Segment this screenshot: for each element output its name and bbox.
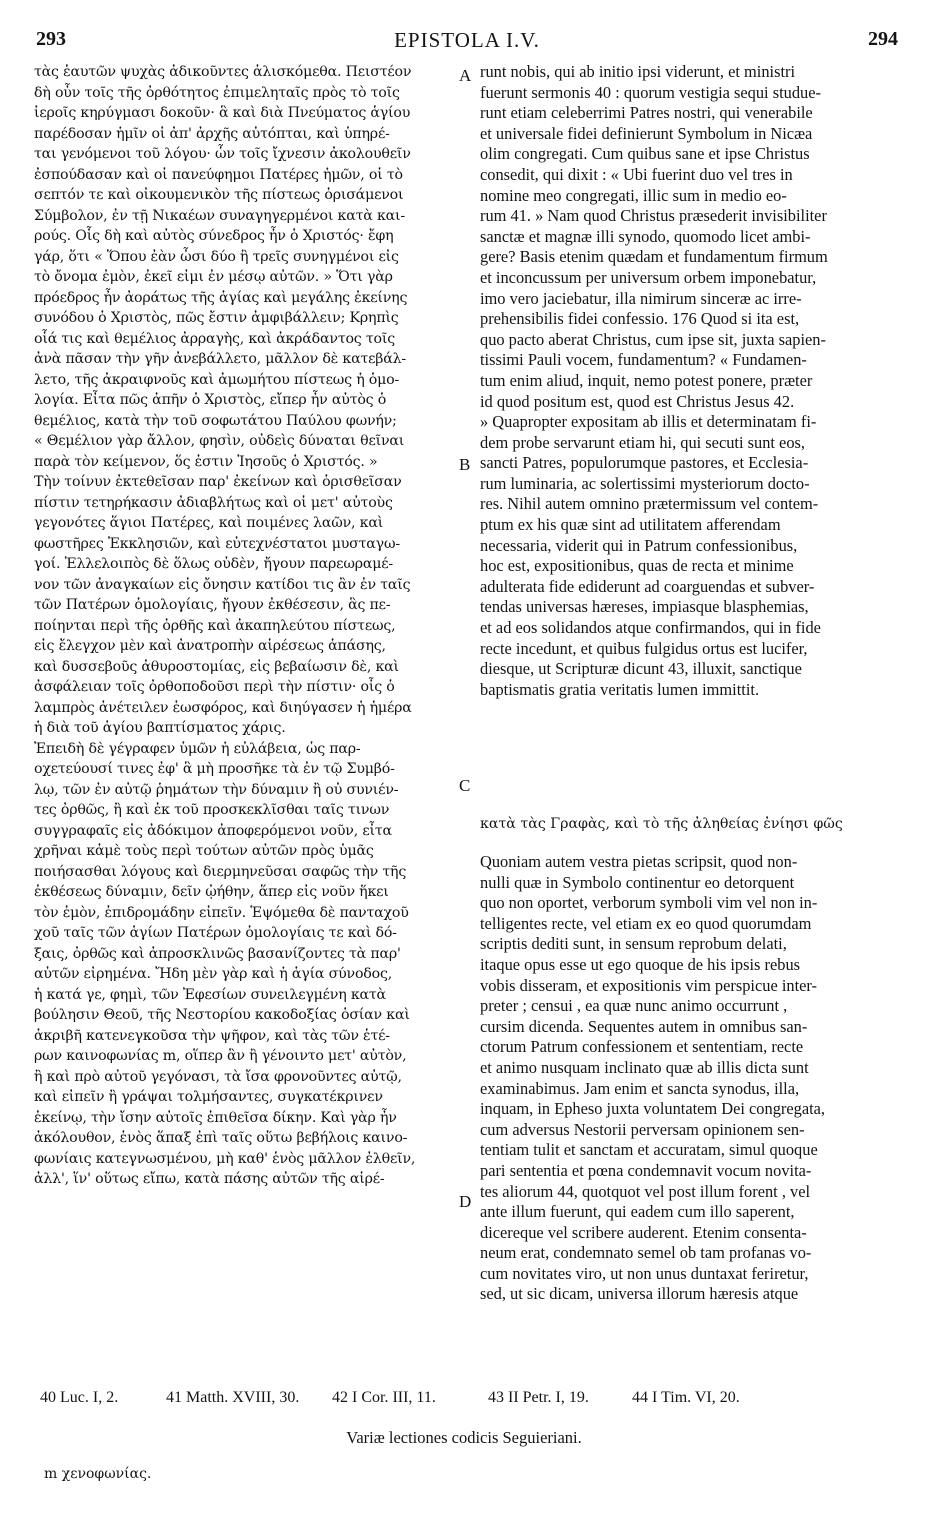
margin-mark-d: D <box>459 1192 472 1211</box>
variant-note: m χενοφωνίας. <box>44 1466 152 1482</box>
greek-text-line: γεγονότες ἅγιοι Πατέρες, καὶ ποιμένες λαῶν, καὶ <box>34 515 384 531</box>
latin-text-line: baptismatis gratia veritatis lumen immittit. <box>480 679 760 699</box>
greek-text-line: οἷά τις καὶ θεμέλιος ἀρραγὴς, καὶ ἀκράδαντος τοῖς <box>34 330 395 347</box>
latin-text-line: et inconcussum per universum orbem imponebatur, <box>480 267 817 287</box>
latin-text-line: quo pacto aberat Christus, cum ipse sit, juxta sapien- <box>480 329 826 349</box>
greek-text-line: τῶν Πατέρων ὁμολογίαις, ἤγουν ἐκθέσεσιν, ἃς πε- <box>34 597 391 613</box>
variants-heading: Variæ lectiones codicis Seguieriani. <box>346 1428 582 1447</box>
greek-text-line: ἀκόλουθον, ἑνὸς ἅπαξ ἐπὶ ταῖς οὕτω βεβήλοις καινο- <box>34 1130 408 1146</box>
footnote-43: 43 II Petr. I, 19. <box>488 1389 589 1406</box>
latin-text-line: ctorum Patrum confessionem et sententiam, recte <box>480 1037 804 1057</box>
greek-text-line: λαμπρὸς ἀνέτειλεν ἑωσφόρος, καὶ διηύγασεν ἡ ἡμέρα <box>34 699 412 716</box>
margin-mark-b: B <box>459 455 471 474</box>
greek-text-line: παρέδοσαν ἡμῖν οἱ ἀπ' ἀρχῆς αὐτόπται, καὶ ὑπηρέ- <box>34 125 390 142</box>
latin-text-line: diesque, ut Scripturæ dicunt 43, illuxit, sanctique <box>480 659 802 679</box>
latin-text-line: sanctæ et magnæ illi synodo, quomodo licet ambi- <box>480 226 811 246</box>
footnote-40: 40 Luc. I, 2. <box>40 1389 119 1406</box>
latin-text-line: inquam, in Epheso juxta voluntatem Dei congregata, <box>480 1099 826 1119</box>
greek-text-line: πρόεδρος ἦν ἀοράτως τῆς ἁγίας καὶ μεγάλης ἐκείνης <box>34 289 408 306</box>
latin-text-line: tissimi Pauli vocem, fundamentum? « Fundamen- <box>480 350 807 370</box>
greek-text-line: ποίηνται περὶ τῆς ὀρθῆς καὶ ἀκαπηλεύτου πίστεως, <box>34 617 396 634</box>
greek-text-line: ποιήσασθαι λόγους καὶ διερμηνεῦσαι σαφῶς τὴν τῆς <box>34 863 407 880</box>
greek-text-line: γάρ, ὅτι « Ὅπου ἐὰν ὦσι δύο ἢ τρεῖς συνηγμένοι εἰς <box>34 248 399 265</box>
latin-text-line: scriptis dediti sunt, in sensum reprobum delati, <box>480 934 787 954</box>
greek-text-line: λογία. Εἶτα πῶς ἀπῆν ὁ Χριστὸς, εἴπερ ἦν αὐτὸς ὁ <box>34 392 387 408</box>
page-number-left: 293 <box>36 28 66 50</box>
greek-text-line: τὰς ἑαυτῶν ψυχὰς ἀδικοῦντες ἁλισκόμεθα. Πειστέον <box>34 64 412 80</box>
greek-text-line: αὐτῶν εἰρημένα. Ἤδη μὲν γὰρ καὶ ἡ ἁγία σύνοδος, <box>34 966 393 982</box>
greek-text-line: συνόδου ὁ Χριστὸς, πῶς ἔστιν ἀμφιβάλλειν; Κρηπὶς <box>34 310 399 326</box>
running-header <box>36 28 898 58</box>
greek-text-line: ἀνὰ πᾶσαν τὴν γῆν ἀνεβάλλετο, μᾶλλον δὲ κατεβάλ- <box>34 351 407 367</box>
greek-text-line: φωστῆρες Ἐκκλησιῶν, καὶ εὐτεχνέστατοι μυσταγω- <box>34 535 400 552</box>
greek-text-line: ἐκείνῳ, τὴν ἴσην αὐτοῖς ἐπιθεῖσα δίκην. Καὶ γὰρ ἦν <box>34 1109 397 1126</box>
latin-text-line: neum erat, condemnato semel ob tam profanas vo- <box>480 1243 812 1263</box>
margin-mark-a: A <box>459 66 472 85</box>
latin-text-line: quo non oportet, verborum symboli vim vel non in- <box>480 893 818 913</box>
latin-text-line: vobis disseram, et expositionis vim perspicue inter- <box>480 975 817 995</box>
greek-text-line: Ἐπειδὴ δὲ γέγραφεν ὑμῶν ἡ εὐλάβεια, ὡς παρ- <box>34 740 361 757</box>
latin-text-line: necessaria, viderit qui in Patrum confessionibus, <box>480 535 798 555</box>
latin-text-line: telligentes recte, vel etiam ex eo quod quorumdam <box>480 913 812 933</box>
latin-text-line: nomine meo congregati, illic sum in medio eo- <box>480 185 787 205</box>
latin-text-line: tes aliorum 44, quotquot vel post illum forent , vel <box>480 1181 811 1201</box>
latin-text-line: imo vero jaciebatur, illa nimirum sinceræ ac irre- <box>480 288 802 308</box>
greek-text-line: καὶ εἰπεῖν ἢ γράψαι τολμήσαντες, συγκατέκρινεν <box>34 1089 383 1105</box>
latin-text-line: rum luminaria, ac solertissimi mysteriorum docto- <box>480 473 810 493</box>
footnote-41: 41 Matth. XVIII, 30. <box>166 1389 300 1406</box>
latin-text-line: olim congregati. Cum quibus sane et ipse Christus <box>480 144 810 164</box>
latin-text-line: tendas universas hæreses, impiasque blasphemias, <box>480 597 809 617</box>
latin-text-line: cursim dicenda. Sequentes autem in omnibus san- <box>480 1016 808 1036</box>
latin-text-line: fuerunt sermonis 40 : quorum vestigia sequi studue- <box>480 82 821 102</box>
latin-text-line: runt nobis, qui ab initio ipsi viderunt, et ministri <box>480 62 796 81</box>
greek-text-line: ἀσφάλειαν τοῖς ὀρθοποδοῦσι περὶ τὴν πίστιν· οἷς ὁ <box>34 679 395 695</box>
latin-text-line: ante illum fuerunt, qui eadem cum illo saperent, <box>480 1202 795 1222</box>
latin-text-line: et ad eos solidandos atque confirmandos, qui in fide <box>480 618 821 638</box>
latin-text-line: hoc est, expositionibus, quas de recta et minime <box>480 556 794 576</box>
latin-text-line: Quoniam autem vestra pietas scripsit, quod non- <box>480 852 798 871</box>
latin-text-line: preter ; censui , ea quæ nunc animo occurrunt , <box>480 996 788 1016</box>
latin-text-line: gere? Basis etenim quædam et fundamentum firmum <box>480 247 828 267</box>
latin-text-line: nulli quæ in Symbolo continentur eo detorquent <box>480 872 795 892</box>
latin-text-line: adulterata fide ediderunt ad coarguendas et subver- <box>480 576 815 596</box>
greek-text-line: ται γενόμενοι τοῦ λόγου· ὧν τοῖς ἴχνεσιν ἀκολουθεῖν <box>34 146 411 162</box>
greek-text-line: ἡ κατά γε, φημὶ, τῶν Ἐφεσίων συνειλεγμένη κατὰ <box>34 986 386 1003</box>
greek-text-line: ἱεροῖς κηρύγμασι δοκοῦν· ἃ καὶ διὰ Πνεύματος ἁγίου <box>34 105 411 121</box>
latin-text-line: cum novitates viro, ut non unus duntaxat feriretur, <box>480 1263 809 1283</box>
page-number-right: 294 <box>868 28 898 50</box>
greek-text-line: εἰς ἔλεγχον μὲν καὶ ἀνατροπὴν αἱρέσεως ἁπάσης, <box>34 638 386 654</box>
footnote-44: 44 I Tim. VI, 20. <box>632 1389 740 1406</box>
greek-text-line: ἀλλ', ἵν' οὕτως εἴπω, κατὰ πάσης αὐτῶν τῆς αἱρέ- <box>34 1171 385 1187</box>
greek-text-line: ρων καινοφωνίας m, οἵπερ ἂν ἢ γένοιντο μετ' αὐτὸν, <box>34 1048 407 1064</box>
greek-text-line: τὸ ὄνομα ἐμὸν, ἐκεῖ εἰμι ἐν μέσῳ αὐτῶν. » Ὅτι γὰρ <box>34 269 393 285</box>
latin-text-line: recte incedunt, et quibus fulgidus ortus est lucifer, <box>480 638 808 658</box>
greek-text-line: ἢ καὶ πρὸ αὐτοῦ γεγόνασι, τὰ ἴσα φρονοῦντες αὐτῷ, <box>34 1068 402 1085</box>
greek-column <box>34 62 462 1190</box>
latin-text-line: ptum ex his quæ sint ad utilitatem afferendam <box>480 515 781 535</box>
greek-text-line: τες ὀρθῶς, ἢ καὶ ἐκ τοῦ προσκεκλῖσθαι ταῖς τινων <box>34 802 390 818</box>
greek-text-line: Τὴν τοίνυν ἐκτεθεῖσαν παρ' ἐκείνων καὶ ὁρισθεῖσαν <box>34 474 402 490</box>
greek-text-line: ἐσπούδασαν καὶ οἱ πανεύφημοι Πατέρες ἡμῶν, οἱ τὸ <box>34 166 403 183</box>
latin-text-line: id quod positum est, quod est Christus Jesus 42. <box>480 391 795 411</box>
latin-text-line: examinabimus. Jam enim et sancta synodus, illa, <box>480 1078 800 1098</box>
latin-text-line: dem probe servarunt etiam hi, qui secuti sunt eos, <box>480 432 806 452</box>
greek-text-line: ἐκθέσεως δύναμιν, δεῖν ᾠήθην, ἅπερ εἰς νοῦν ἥκει <box>34 884 389 900</box>
latin-text-line: cum adversus Nestorii perversam opinionem sen- <box>480 1119 805 1139</box>
greek-text-line: παρὰ τὸν κείμενον, ὅς ἐστιν Ἰησοῦς ὁ Χριστός. » <box>34 453 378 470</box>
footnotes <box>40 1389 898 1413</box>
greek-text-line: ἡ διὰ τοῦ ἁγίου βαπτίσματος χάρις. <box>34 720 286 736</box>
latin-text-line: sed, ut sic dicam, universa illorum hæresis atque <box>480 1284 799 1304</box>
greek-text-line: ἀκριβῆ κατενεγκοῦσα τὴν ψῆφον, καὶ τὰς τῶν ἑτέ- <box>34 1027 390 1044</box>
greek-text-line: χρῆναι κἀμὲ τοὺς περὶ τούτων αὐτῶν πρὸς ὑμᾶς <box>34 843 374 859</box>
latin-text-line: » Quapropter expositam ab illis et determinatam fi- <box>480 412 817 432</box>
greek-text-line: βούλησιν Θεοῦ, τῆς Νεστορίου κακοδοξίας ὁσίαν καὶ <box>34 1007 410 1023</box>
greek-text-line: τὸν ἐμὸν, ἐπιδρομάδην εἰπεῖν. Ἑψόμεθα δὲ πανταχοῦ <box>34 904 409 921</box>
latin-text-line: dicereque vel scribere auderent. Etenim consenta- <box>480 1222 807 1242</box>
greek-text-line: χοῦ ταῖς τῶν ἁγίων Πατέρων ὁμολογίαις τε καὶ δό- <box>34 925 397 941</box>
latin-text-line: itaque opus esse ut ego quoque de his ipsis rebus <box>480 954 801 974</box>
latin-text-line: sancti Patres, populorumque pastores, et Ecclesia- <box>480 453 809 473</box>
greek-text-line: συγγραφαῖς εἰς ἀδόκιμον ἀποφερόμενοι νοῦν, εἶτα <box>34 822 392 839</box>
greek-text-line: λῳ, τῶν ἐν αὐτῷ ῥημάτων τὴν δύναμιν ἢ οὐ συνιέν- <box>34 781 399 798</box>
greek-text-line: « Θεμέλιον γὰρ ἄλλον, φησὶν, οὐδεὶς δύναται θεῖναι <box>34 433 405 449</box>
greek-text-line: πίστιν τετηρήκασιν ἀδιαβλήτως καὶ οἱ μετ' αὐτοὺς <box>34 494 393 511</box>
footnote-42: 42 I Cor. III, 11. <box>332 1389 436 1406</box>
latin-text-line: prehensibilis fidei confessio. 176 Quod si ita est, <box>480 309 800 329</box>
latin-column-continued <box>480 852 892 1305</box>
latin-text-line: tum enim aliud, inquit, nemo potest ponere, præter <box>480 370 813 390</box>
latin-text-line: pari sententia et pœna condemnavit vocum novita- <box>480 1160 812 1180</box>
latin-text-line: consedit, qui dixit : « Ubi fuerint duo vel tres in <box>480 164 793 184</box>
greek-text-line: δὴ οὖν τοῖς τῆς ὀρθότητος ἐπιμεληταῖς πρὸς τὸ τοῖς <box>34 84 400 101</box>
latin-text-line: rum 41. » Nam quod Christus præsederit invisibiliter <box>480 206 827 226</box>
running-title: EPISTOLA I.V. <box>394 28 540 52</box>
greek-text-line: γοί. Ἐλλελοιπὸς δὲ ὅλως οὐδὲν, ἤγουν παρεωραμέ- <box>34 556 393 572</box>
greek-text-line: ρούς. Οἷς δὴ καὶ αὐτὸς σύνεδρος ἦν ὁ Χριστός· ἔφη <box>34 228 394 244</box>
greek-text-line: Σύμβολον, ἐν τῇ Νικαέων συναγηγερμένοι κατὰ και- <box>34 207 405 224</box>
latin-text-line: tentiam tulit et sanctam et accuratam, simul quoque <box>480 1140 818 1160</box>
latin-text-line: res. Nihil autem omnino prætermissum vel contem- <box>480 494 819 514</box>
latin-text-line: et universale fidei definierunt Symbolum in Nicæa <box>480 123 813 143</box>
margin-mark-c: C <box>459 776 471 795</box>
greek-text-line: ξαις, ὀρθῶς καὶ ἀπροσκλινῶς βασανίζοντες τὰ παρ' <box>34 945 401 962</box>
greek-text-line: οχετεύουσί τινες ἐφ' ἃ μὴ προσῆκε τὰ ἐν τῷ Συμβό- <box>34 761 395 777</box>
greek-tail-line: κατὰ τὰς Γραφὰς, καὶ τὸ τῆς ἀληθείας ἐνίησι φῶς <box>480 816 843 832</box>
greek-text-line: φωνίαις κατεγνωσμένου, μὴ καθ' ἑνὸς μᾶλλον ἐλθεῖν, <box>34 1150 416 1167</box>
latin-text-line: runt etiam celeberrimi Patres nostri, qui venerabile <box>480 103 813 123</box>
latin-text-line: et animo nusquam inclinato quæ ab illis dicta sunt <box>480 1057 809 1077</box>
greek-text-line: σεπτόν τε καὶ οἰκουμενικὸν τῆς πίστεως ὁρισάμενοι <box>34 187 404 203</box>
greek-text-line: λετο, τῆς ἀκραιφνοῦς καὶ ἀμωμήτου πίστεως ἡ ὁμο- <box>34 371 400 388</box>
greek-text-line: καὶ δυσσεβοῦς ἀθυροστομίας, εἰς βεβαίωσιν δὲ, καὶ <box>34 658 399 675</box>
latin-column <box>480 62 892 700</box>
greek-text-line: νον τῶν ἀναγκαίων εἰς ὄνησιν κατίδοι τις ἂν ἐν ταῖς <box>34 576 411 593</box>
greek-text-line: θεμέλιος, κατὰ τὴν τοῦ σοφωτάτου Παύλου φωνήν; <box>34 412 397 429</box>
